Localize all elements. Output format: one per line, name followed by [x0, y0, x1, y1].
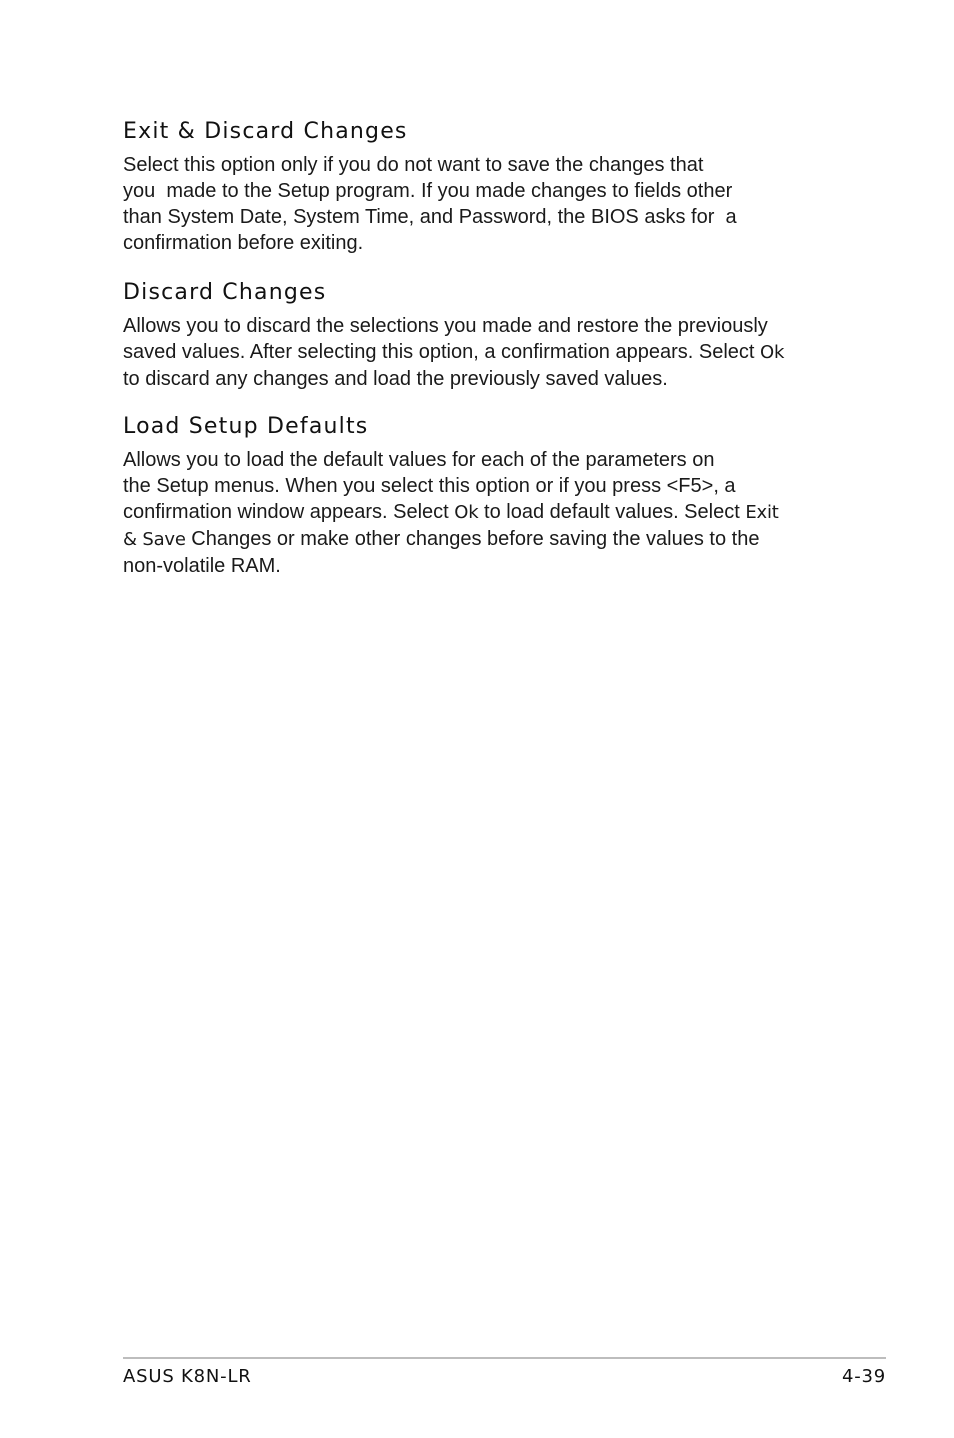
- paragraph-text: Changes or make other changes before saving the values to the: [185, 528, 760, 550]
- section-discard-changes: [123, 279, 843, 392]
- paragraph-line: to discard any changes and load the previously saved values.: [123, 368, 668, 390]
- paragraph-text: confirmation window appears. Select: [123, 501, 455, 523]
- keyword-save: & Save: [123, 529, 186, 550]
- keyword-exit: Exit: [745, 502, 779, 523]
- paragraph-text: saved values. After selecting this option, a confirmation appears. Select: [123, 341, 761, 363]
- keyword-ok: Ok: [454, 502, 479, 523]
- section-heading: Load Setup Defaults: [123, 414, 369, 439]
- section-exit-discard-changes: [123, 118, 843, 256]
- paragraph-text: to load default values. Select: [478, 501, 746, 523]
- paragraph-line: [123, 339, 843, 366]
- paragraph-line: than System Date, System Time, and Password, the BIOS asks for a: [123, 206, 737, 228]
- section-heading: Exit & Discard Changes: [123, 119, 408, 144]
- keyword-ok: Ok: [760, 342, 785, 363]
- paragraph-line: Allows you to load the default values for each of the parameters on: [123, 449, 715, 471]
- section-paragraph: [123, 447, 843, 579]
- footer-divider: [123, 1357, 886, 1359]
- section-load-setup-defaults: [123, 413, 843, 579]
- section-paragraph: [123, 152, 843, 256]
- paragraph-line: [123, 499, 843, 526]
- paragraph-line: non-volatile RAM.: [123, 555, 281, 577]
- footer-product-name: ASUS K8N-LR: [123, 1366, 252, 1387]
- paragraph-line: the Setup menus. When you select this option or if you press <F5>, a: [123, 475, 736, 497]
- paragraph-line: confirmation before exiting.: [123, 232, 364, 254]
- section-paragraph: [123, 313, 843, 392]
- paragraph-line: you made to the Setup program. If you made changes to fields other: [123, 180, 733, 202]
- paragraph-line: Select this option only if you do not want to save the changes that: [123, 154, 704, 176]
- paragraph-line: Allows you to discard the selections you made and restore the previously: [123, 315, 768, 337]
- paragraph-line: [123, 526, 843, 553]
- section-heading: Discard Changes: [123, 280, 327, 305]
- footer-page-number: 4-39: [841, 1366, 886, 1387]
